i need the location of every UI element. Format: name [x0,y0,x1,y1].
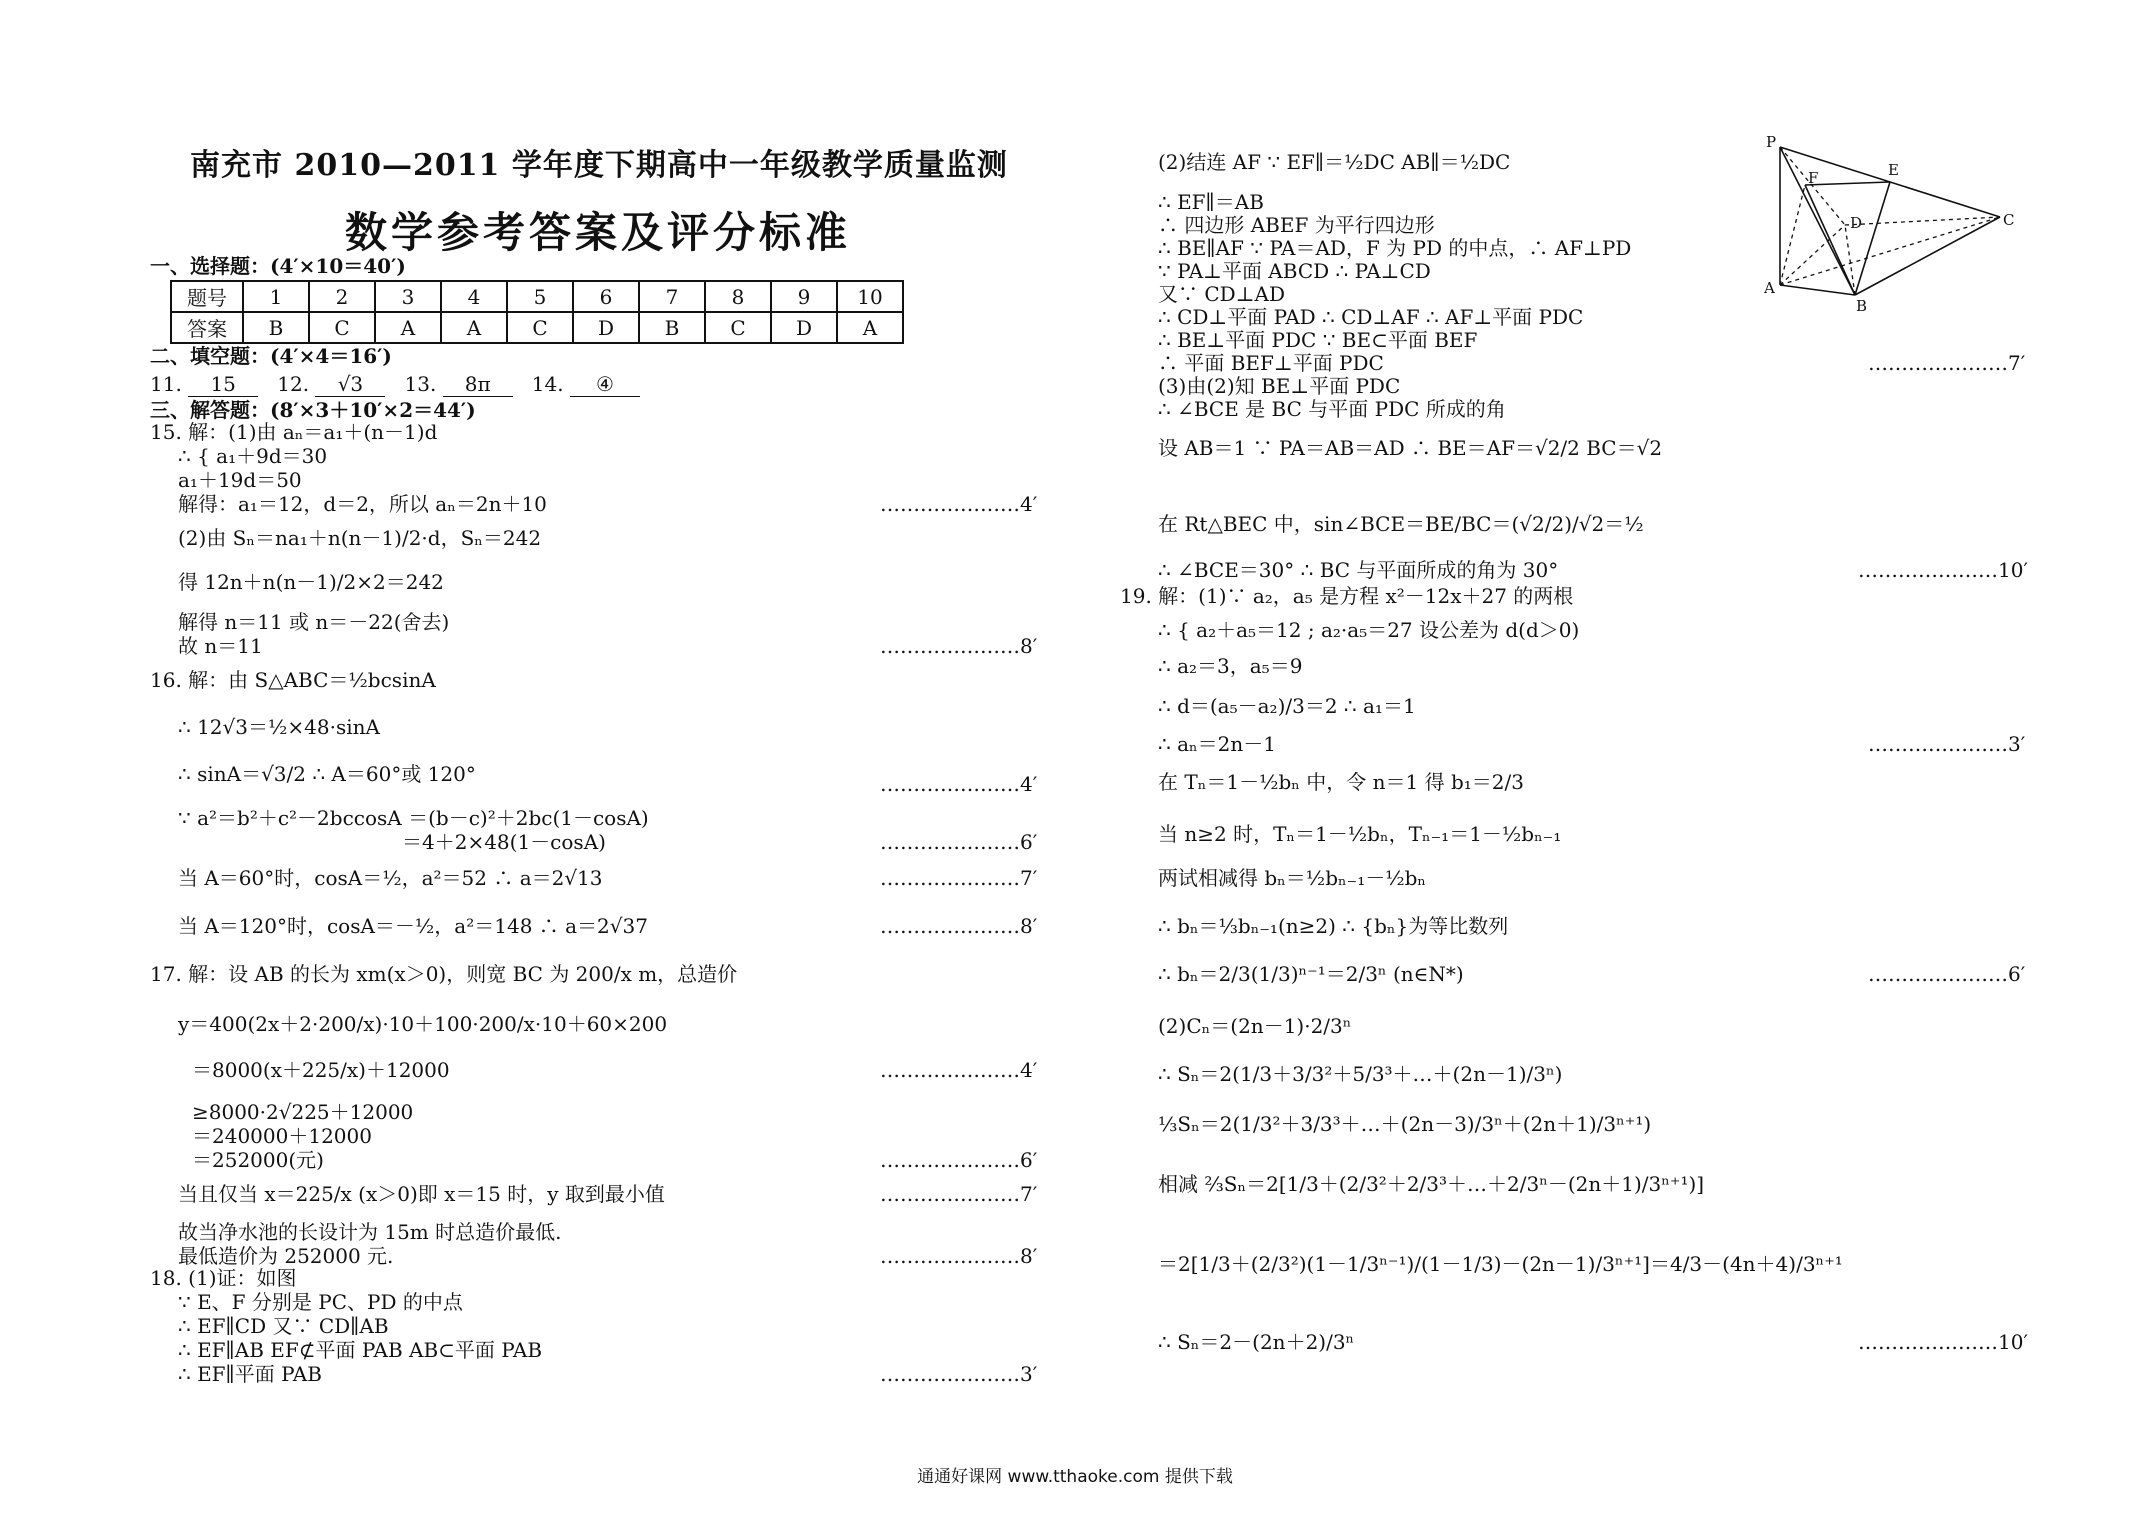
edge-AB [1780,285,1855,295]
footer-credit: 通通好课网 www.tthaoke.com 提供下载 [917,1467,1233,1487]
solution-line: 15. 解：(1)由 aₙ＝a₁＋(n－1)d [150,420,438,444]
label-D: D [1850,214,1863,232]
label-A: A [1764,279,1775,297]
answer-table [170,280,904,344]
number-cell: 4 [441,281,507,312]
row-label-ans: 答案 [171,312,243,343]
answer-cell: B [243,312,309,343]
solution-line: ∴ 四边形 ABEF 为平行四边形 [1158,213,1435,237]
edge-AF [1780,185,1805,285]
solution-line: 当且仅当 x＝225/x (x＞0)即 x＝15 时，y 取到最小值 [178,1182,665,1206]
score-mark: …………………6′ [880,1148,1038,1172]
edge-DC [1845,217,2000,225]
number-cell: 8 [705,281,771,312]
solution-line: ∴ 平面 BEF⊥平面 PDC [1158,351,1384,375]
score-value: 10′ [1998,558,2028,582]
score-mark: …………………10′ [1858,1330,2028,1354]
solution-line: ＝2[1/3＋(2/3²)(1－1/3ⁿ⁻¹)/(1－1/3)－(2n－1)/3ⁿ⁺¹]＝4/3－(4n＋4)/3ⁿ⁺¹ [1158,1252,1843,1276]
solution-line: y＝400(2x＋2·200/x)·10＋100·200/x·10＋60×200 [178,1012,668,1036]
label-F: F [1808,169,1819,187]
solution-line: ∵ PA⊥平面 ABCD ∴ PA⊥CD [1158,259,1431,283]
solution-line: 设 AB＝1 ∵ PA＝AB＝AD ∴ BE＝AF＝√2/2 BC＝√2 [1158,436,1663,460]
solution-line: ∴ ∠BCE＝30° ∴ BC 与平面所成的角为 30° [1158,558,1559,582]
score-mark: …………………7′ [1868,351,2026,375]
score-value: 8′ [1020,634,1038,658]
solution-line: 17. 解：设 AB 的长为 xm(x＞0)，则宽 BC 为 200/x m，总造价 [150,962,738,986]
fill-no: 12. [277,372,310,396]
solution-line: ∴ d＝(a₅－a₂)/3＝2 ∴ a₁＝1 [1158,694,1416,718]
solution-line: ∴ BE⊥平面 PDC ∵ BE⊂平面 BEF [1158,328,1478,352]
answer-cell: A [441,312,507,343]
solution-line: ∴ { a₁＋9d＝30 [178,444,328,468]
solution-line: ∴ EF∥＝AB [1158,190,1264,214]
fill-no: 14. [531,372,564,396]
answer-key-title: 数学参考答案及评分标准 [345,208,852,257]
solution-line: ∴ 12√3＝½×48·sinA [178,715,380,739]
solution-line: 16. 解：由 S△ABC＝½bcsinA [150,668,436,692]
answer-cell: A [837,312,903,343]
exam-title: 南充市 2010—2011 学年度下期高中一年级教学质量监测 [190,148,1008,183]
edge-AC [1780,217,2000,285]
solution-line: ∴ Sₙ＝2(1/3＋3/3²＋5/3³＋…＋(2n－1)/3ⁿ) [1158,1062,1563,1086]
solution-line: ∴ bₙ＝2/3(1/3)ⁿ⁻¹＝2/3ⁿ (n∈N*) [1158,962,1464,986]
solution-line: 当 A＝60°时，cosA＝½，a²＝52 ∴ a＝2√13 [178,866,603,890]
fill-answer: 15 [188,372,258,397]
solution-line: 当 A＝120°时，cosA＝－½，a²＝148 ∴ a＝2√37 [178,914,648,938]
solution-line: ∴ bₙ＝⅓bₙ₋₁(n≥2) ∴ {bₙ}为等比数列 [1158,914,1509,938]
label-C: C [2003,211,2015,229]
score-value: 3′ [2008,732,2026,756]
number-cell: 7 [639,281,705,312]
solution-line: 在 Rt△BEC 中，sin∠BCE＝BE/BC＝(√2/2)/√2＝½ [1158,512,1644,536]
score-value: 6′ [1020,1148,1038,1172]
solution-line: 18. (1)证：如图 [150,1266,297,1290]
fill-no: 11. [150,372,182,396]
section2-heading: 二、填空题：(4′×4＝16′) [150,344,392,368]
solution-line: 得 12n＋n(n－1)/2×2＝242 [178,570,444,594]
number-cell: 10 [837,281,903,312]
score-mark: …………………6′ [1868,962,2026,986]
score-value: 10′ [1998,1330,2028,1354]
solution-line: 又∵ CD⊥AD [1158,282,1285,306]
solution-line: ∴ EF∥CD 又∵ CD∥AB [178,1314,389,1338]
label-P: P [1766,135,1777,151]
score-mark: …………………8′ [880,914,1038,938]
pyramid-figure [1760,135,2020,315]
solution-line: 故 n＝11 [178,634,263,658]
solution-line: (3)由(2)知 BE⊥平面 PDC [1158,374,1401,398]
answer-cell: C [309,312,375,343]
number-cell: 5 [507,281,573,312]
score-mark: …………………6′ [880,830,1038,854]
label-E: E [1888,161,1899,179]
score-mark: …………………4′ [880,492,1038,516]
solution-line: ∵ a²＝b²＋c²－2bccosA ＝(b－c)²＋2bc(1－cosA) [178,806,649,830]
solution-line: ＝4＋2×48(1－cosA) [402,830,606,854]
solution-line: ＝8000(x＋225/x)＋12000 [192,1058,450,1082]
number-cell: 9 [771,281,837,312]
solution-line: ∴ EF∥AB EF⊄平面 PAB AB⊂平面 PAB [178,1338,543,1362]
solution-line: ⅓Sₙ＝2(1/3²＋3/3³＋…＋(2n－3)/3ⁿ＋(2n＋1)/3ⁿ⁺¹) [1158,1112,1652,1136]
score-mark: …………………10′ [1858,558,2028,582]
answer-cell: D [573,312,639,343]
score-value: 7′ [1020,866,1038,890]
number-cell: 3 [375,281,441,312]
solution-line: 在 Tₙ＝1－½bₙ 中，令 n＝1 得 b₁＝2/3 [1158,770,1524,794]
score-value: 3′ [1020,1362,1038,1386]
score-mark: …………………7′ [880,866,1038,890]
fill-answer: 8π [443,372,513,397]
score-mark: …………………8′ [880,1244,1038,1268]
answer-cell: A [375,312,441,343]
score-value: 6′ [1020,830,1038,854]
solution-line: 两试相减得 bₙ＝½bₙ₋₁－½bₙ [1158,866,1427,890]
edge-FB [1805,185,1855,295]
solution-line: 相减 ⅔Sₙ＝2[1/3＋(2/3²＋2/3³＋…＋2/3ⁿ－(2n＋1)/3ⁿ⁺¹)] [1158,1172,1705,1196]
solution-line: ∴ Sₙ＝2－(2n＋2)/3ⁿ [1158,1330,1355,1354]
fill-answers [150,372,640,397]
solution-line: (2)由 Sₙ＝na₁＋n(n－1)/2·d，Sₙ＝242 [178,526,542,550]
solution-line: 最低造价为 252000 元. [178,1244,394,1268]
score-mark: …………………3′ [1868,732,2026,756]
fill-no: 13. [404,372,437,396]
solution-line: ∴ CD⊥平面 PAD ∴ CD⊥AF ∴ AF⊥平面 PDC [1158,305,1584,329]
solution-line: ＝240000＋12000 [192,1124,372,1148]
section3-heading: 三、解答题：(8′×3＋10′×2＝44′) [150,398,476,422]
number-cell: 1 [243,281,309,312]
score-mark: …………………7′ [880,1182,1038,1206]
answer-table-answer-row [171,312,903,343]
solution-line: (2)Cₙ＝(2n－1)·2/3ⁿ [1158,1014,1352,1038]
solution-line: 解得 n＝11 或 n＝－22(舍去) [178,610,450,634]
score-mark: …………………4′ [880,1058,1038,1082]
score-mark: …………………4′ [880,772,1038,796]
solution-line: ∴ sinA＝√3/2 ∴ A＝60°或 120° [178,762,476,786]
score-mark: …………………3′ [880,1362,1038,1386]
solution-line: ＝252000(元) [192,1148,324,1172]
answer-cell: D [771,312,837,343]
answer-cell: C [705,312,771,343]
score-value: 7′ [2008,351,2026,375]
score-value: 4′ [1020,492,1038,516]
solution-line: ∴ { a₂＋a₅＝12 ; a₂·a₅＝27 设公差为 d(d＞0) [1158,618,1580,642]
score-value: 8′ [1020,914,1038,938]
solution-line: ≥8000·2√225＋12000 [192,1100,414,1124]
fill-answer: √3 [315,372,385,397]
score-value: 4′ [1020,772,1038,796]
solution-line: (2)结连 AF ∵ EF∥＝½DC AB∥＝½DC [1158,150,1511,174]
score-value: 6′ [2008,962,2026,986]
solution-line: ∴ aₙ＝2n－1 [1158,732,1276,756]
solution-line: ∴ ∠BCE 是 BC 与平面 PDC 所成的角 [1158,397,1506,421]
solution-line: ∴ BE∥AF ∵ PA＝AD，F 为 PD 的中点，∴ AF⊥PD [1158,236,1632,260]
answer-table-number-row [171,281,903,312]
label-B: B [1856,297,1868,315]
solution-line: 19. 解：(1)∵ a₂，a₅ 是方程 x²－12x＋27 的两根 [1120,584,1574,608]
number-cell: 6 [573,281,639,312]
solution-line: ∴ a₂＝3，a₅＝9 [1158,654,1303,678]
section1-heading: 一、选择题：(4′×10＝40′) [150,254,406,278]
solution-line: ∴ EF∥平面 PAB [178,1362,322,1386]
score-value: 7′ [1020,1182,1038,1206]
score-value: 8′ [1020,1244,1038,1268]
solution-line: 故当净水池的长设计为 15m 时总造价最低. [178,1220,562,1244]
score-mark: …………………8′ [880,634,1038,658]
solution-line: a₁＋19d＝50 [178,468,302,492]
solution-line: 解得：a₁＝12，d＝2，所以 aₙ＝2n＋10 [178,492,547,516]
edge-BC [1855,217,2000,295]
solution-line: ∵ E、F 分别是 PC、PD 的中点 [178,1290,463,1314]
solution-line: 当 n≥2 时，Tₙ＝1－½bₙ，Tₙ₋₁＝1－½bₙ₋₁ [1158,822,1562,846]
row-label-no: 题号 [171,281,243,312]
fill-answer: ④ [570,372,640,397]
number-cell: 2 [309,281,375,312]
edge-EB [1855,182,1890,295]
score-value: 4′ [1020,1058,1038,1082]
answer-cell: C [507,312,573,343]
answer-cell: B [639,312,705,343]
